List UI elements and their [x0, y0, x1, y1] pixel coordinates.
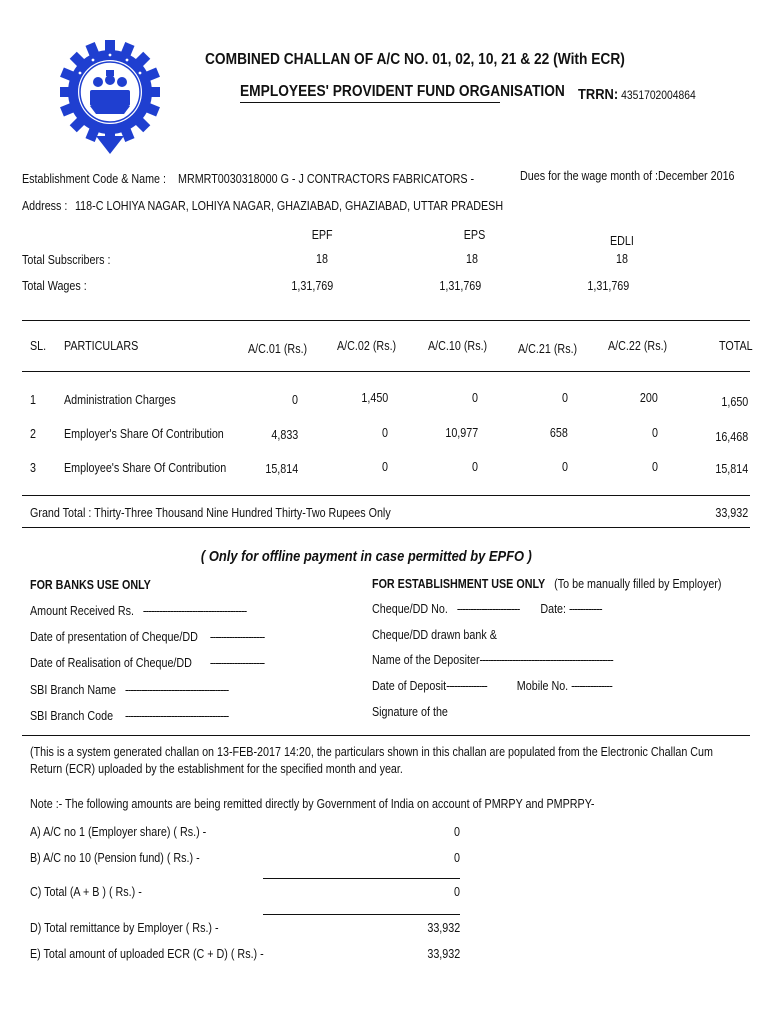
organisation-title: EMPLOYEES' PROVIDENT FUND ORGANISATION: [240, 83, 565, 100]
cell-ac01: 15,814: [265, 462, 298, 476]
subscribers-edli: 18: [616, 252, 628, 266]
table-header-rule: [22, 371, 750, 372]
date-deposit-field: Date of Deposit--------------- Mobile No. ---------------: [372, 679, 612, 693]
cell-ac22: 200: [640, 391, 658, 405]
th-ac02: A/C.02 (Rs.): [337, 339, 397, 353]
sbi-branch-name-field: SBI Branch Name --------------------------------------: [30, 683, 229, 697]
total-rule: [263, 914, 460, 915]
subtotal-rule: [263, 878, 460, 879]
establishment-code-value: MRMRT0030318000 G - J CONTRACTORS FABRICATORS -: [178, 172, 475, 186]
date-presentation-field: Date of presentation of Cheque/DD --------------------: [30, 630, 265, 644]
item-a-label: A) A/C no 1 (Employer share) ( Rs.) -: [30, 825, 207, 839]
grand-total-label: Grand Total : Thirty-Three Thousand Nine Hundred Thirty-Two Rupees Only: [30, 506, 391, 520]
challan-title: COMBINED CHALLAN OF A/C NO. 01, 02, 10, 21 & 22 (With ECR): [205, 51, 625, 68]
cell-ac22: 0: [652, 460, 658, 474]
th-ac22: A/C.22 (Rs.): [608, 339, 668, 353]
establishment-use-heading: FOR ESTABLISHMENT USE ONLY (To be manually filled by Employer): [372, 577, 722, 591]
cell-ac10: 0: [472, 460, 478, 474]
cheque-no-field: Cheque/DD No. ----------------------- Date: ------------: [372, 602, 602, 616]
epfo-logo: [60, 40, 160, 155]
wages-edli: 1,31,769: [587, 279, 629, 293]
grand-total-bottom-rule: [22, 527, 750, 528]
table-top-rule: [22, 320, 750, 321]
cell-ac02: 0: [382, 426, 388, 440]
svg-text:INDIA: INDIA: [101, 116, 119, 122]
sbi-branch-code-field: SBI Branch Code --------------------------------------: [30, 709, 229, 723]
item-b-label: B) A/C no 10 (Pension fund) ( Rs.) -: [30, 851, 200, 865]
wages-epf: 1,31,769: [291, 279, 333, 293]
cell-total: 1,650: [721, 395, 748, 409]
col-epf: EPF: [311, 228, 333, 242]
cell-sl: 2: [30, 427, 36, 441]
item-e-value: 33,932: [427, 947, 460, 961]
item-d-value: 33,932: [427, 921, 460, 935]
cell-ac21: 0: [562, 460, 568, 474]
cell-ac21: 0: [562, 391, 568, 405]
cell-ac22: 0: [652, 426, 658, 440]
subscribers-eps: 18: [466, 252, 478, 266]
grand-total-top-rule: [22, 495, 750, 496]
subscribers-epf: 18: [316, 252, 328, 266]
wages-eps: 1,31,769: [439, 279, 481, 293]
cell-ac10: 10,977: [445, 426, 478, 440]
cell-particular: Employer's Share Of Contribution: [64, 427, 224, 441]
cell-total: 15,814: [715, 462, 748, 476]
col-edli: EDLI: [610, 234, 634, 248]
item-c-label: C) Total (A + B ) ( Rs.) -: [30, 885, 142, 899]
item-d-label: D) Total remittance by Employer ( Rs.) -: [30, 921, 219, 935]
cell-ac21: 658: [550, 426, 568, 440]
item-a-value: 0: [454, 825, 460, 839]
offline-heading: ( Only for offline payment in case permitted by EPFO ): [200, 548, 532, 565]
date-realisation-field: Date of Realisation of Cheque/DD --------------------: [30, 656, 265, 670]
cell-total: 16,468: [715, 430, 748, 444]
dues-month: Dues for the wage month of :December 2016: [520, 169, 735, 183]
cell-ac10: 0: [472, 391, 478, 405]
drawn-bank-field: Cheque/DD drawn bank &: [372, 628, 497, 642]
th-particulars: PARTICULARS: [64, 339, 139, 353]
banks-heading: FOR BANKS USE ONLY: [30, 578, 151, 592]
cell-ac02: 1,450: [361, 391, 388, 405]
cell-ac02: 0: [382, 460, 388, 474]
amount-received-field: Amount Received Rs. --------------------------------------: [30, 604, 247, 618]
cell-sl: 3: [30, 461, 36, 475]
pmrpy-note: Note :- The following amounts are being remitted directly by Government of India on account of PMRPY and PMPRPY-: [30, 797, 595, 811]
cell-ac01: 0: [292, 393, 298, 407]
th-ac01: A/C.01 (Rs.): [248, 342, 308, 356]
signature-field: Signature of the: [372, 705, 448, 719]
organisation-underline: [240, 102, 500, 103]
th-ac10: A/C.10 (Rs.): [428, 339, 488, 353]
item-c-value: 0: [454, 885, 460, 899]
th-sl: SL.: [30, 339, 47, 353]
cell-particular: Employee's Share Of Contribution: [64, 461, 227, 475]
depositer-field: Name of the Depositer-------------------------------------------------: [372, 653, 613, 667]
offline-bottom-rule: [22, 735, 750, 736]
th-ac21: A/C.21 (Rs.): [518, 342, 578, 356]
establishment-code-label: Establishment Code & Name :: [22, 172, 167, 186]
wages-label: Total Wages :: [22, 279, 87, 293]
cell-ac01: 4,833: [271, 428, 298, 442]
col-eps: EPS: [464, 228, 486, 242]
system-note: (This is a system generated challan on 13-FEB-2017 14:20, the particulars shown in this challan are populated from the Electronic Challan Cum Return (ECR) uploaded by the establishment for the specified month and year.: [30, 745, 713, 776]
th-total: TOTAL: [719, 339, 753, 353]
cell-sl: 1: [30, 393, 36, 407]
address-value: 118-C LOHIYA NAGAR, LOHIYA NAGAR, GHAZIABAD, GHAZIABAD, UTTAR PRADESH: [75, 199, 504, 213]
subscribers-label: Total Subscribers :: [22, 253, 111, 267]
item-b-value: 0: [454, 851, 460, 865]
cell-particular: Administration Charges: [64, 393, 176, 407]
grand-total-value: 33,932: [715, 506, 748, 520]
trrn: TRRN: 4351702004864: [578, 86, 696, 103]
address-label: Address :: [22, 199, 68, 213]
item-e-label: E) Total amount of uploaded ECR (C + D) ( Rs.) -: [30, 947, 264, 961]
